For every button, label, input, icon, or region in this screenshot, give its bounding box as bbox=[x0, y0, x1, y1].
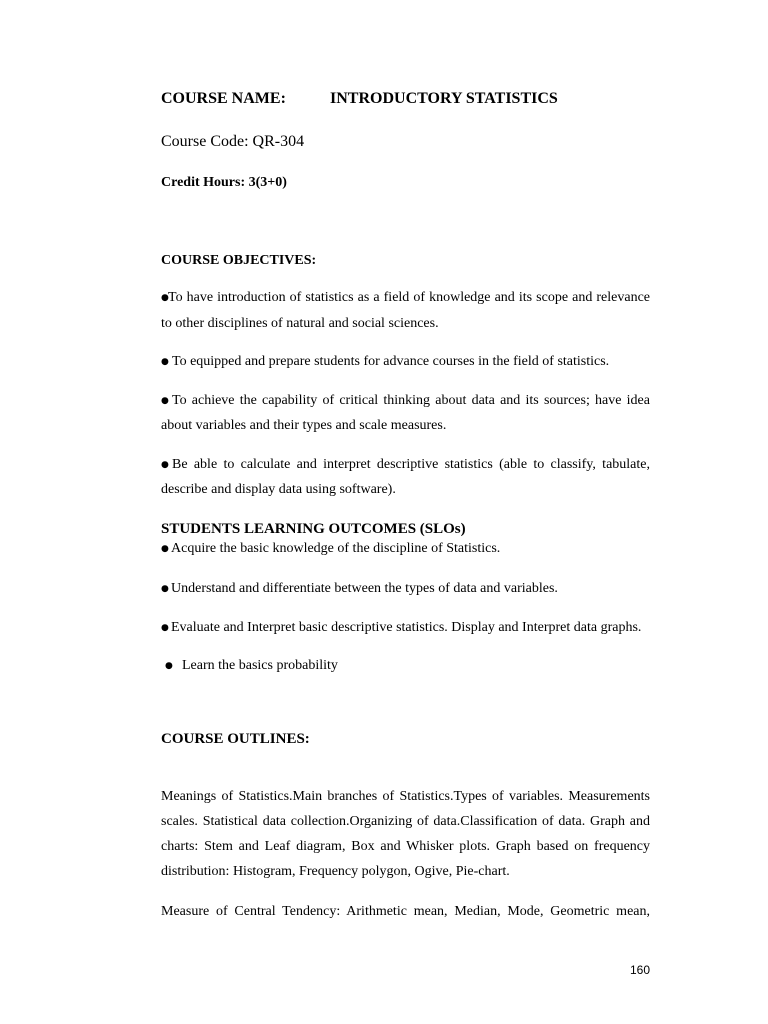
outcome-item bbox=[161, 618, 650, 638]
outcome-item bbox=[161, 539, 650, 559]
objective-text: Be able to calculate and interpret descriptive statistics (able to classify, tabulate, bbox=[172, 457, 650, 472]
outcome-item bbox=[161, 656, 650, 676]
outline-line: charts: Stem and Leaf diagram, Box and Whisker plots. Graph based on frequency bbox=[161, 839, 650, 854]
objective-line bbox=[161, 391, 650, 411]
objective-line bbox=[161, 352, 650, 372]
learning-outcomes-heading: STUDENTS LEARNING OUTCOMES (SLOs) bbox=[161, 521, 466, 537]
bullet-icon: ● bbox=[161, 584, 169, 594]
bullet-icon: ● bbox=[161, 293, 169, 303]
objective-line: about variables and their types and scale measures. bbox=[161, 418, 447, 433]
bullet-icon: ● bbox=[161, 396, 169, 406]
bullet-icon: ● bbox=[161, 357, 169, 367]
bullet-icon: ● bbox=[161, 460, 169, 470]
credit-hours: Credit Hours: 3(3+0) bbox=[161, 175, 287, 190]
bullet-icon: ● bbox=[161, 544, 169, 554]
outcome-text: Learn the basics probability bbox=[182, 658, 338, 673]
objective-text: To achieve the capability of critical thinking about data and its sources; have idea bbox=[172, 393, 650, 408]
page-number: 160 bbox=[629, 963, 650, 977]
objective-text: To equipped and prepare students for advance courses in the field of statistics. bbox=[172, 354, 610, 369]
outcome-item bbox=[161, 579, 650, 599]
outline-line: scales. Statistical data collection.Organizing of data.Classification of data. Graph and bbox=[161, 814, 650, 829]
course-name-label: COURSE NAME: bbox=[161, 90, 286, 107]
outline-line: distribution: Histogram, Frequency polygon, Ogive, Pie-chart. bbox=[161, 864, 510, 879]
objective-line: to other disciplines of natural and social sciences. bbox=[161, 316, 439, 331]
outlines-heading: COURSE OUTLINES: bbox=[161, 731, 310, 747]
course-name-value: INTRODUCTORY STATISTICS bbox=[330, 90, 558, 107]
objective-text: To have introduction of statistics as a field of knowledge and its scope and relevance bbox=[168, 290, 650, 305]
outline-line: Measure of Central Tendency: Arithmetic mean, Median, Mode, Geometric mean, bbox=[161, 904, 650, 919]
bullet-icon: ● bbox=[165, 661, 173, 671]
outcome-text: Understand and differentiate between the types of data and variables. bbox=[171, 581, 558, 596]
outcome-text: Acquire the basic knowledge of the discipline of Statistics. bbox=[171, 541, 501, 556]
objective-line bbox=[161, 288, 650, 308]
bullet-icon: ● bbox=[161, 623, 169, 633]
outline-line: Meanings of Statistics.Main branches of Statistics.Types of variables. Measurements bbox=[161, 789, 650, 804]
objective-line bbox=[161, 455, 650, 475]
course-code: Course Code: QR-304 bbox=[161, 133, 305, 150]
objectives-heading: COURSE OBJECTIVES: bbox=[161, 253, 317, 268]
objective-line: describe and display data using software). bbox=[161, 482, 396, 497]
outcome-text: Evaluate and Interpret basic descriptive statistics. Display and Interpret data graphs. bbox=[171, 620, 642, 635]
